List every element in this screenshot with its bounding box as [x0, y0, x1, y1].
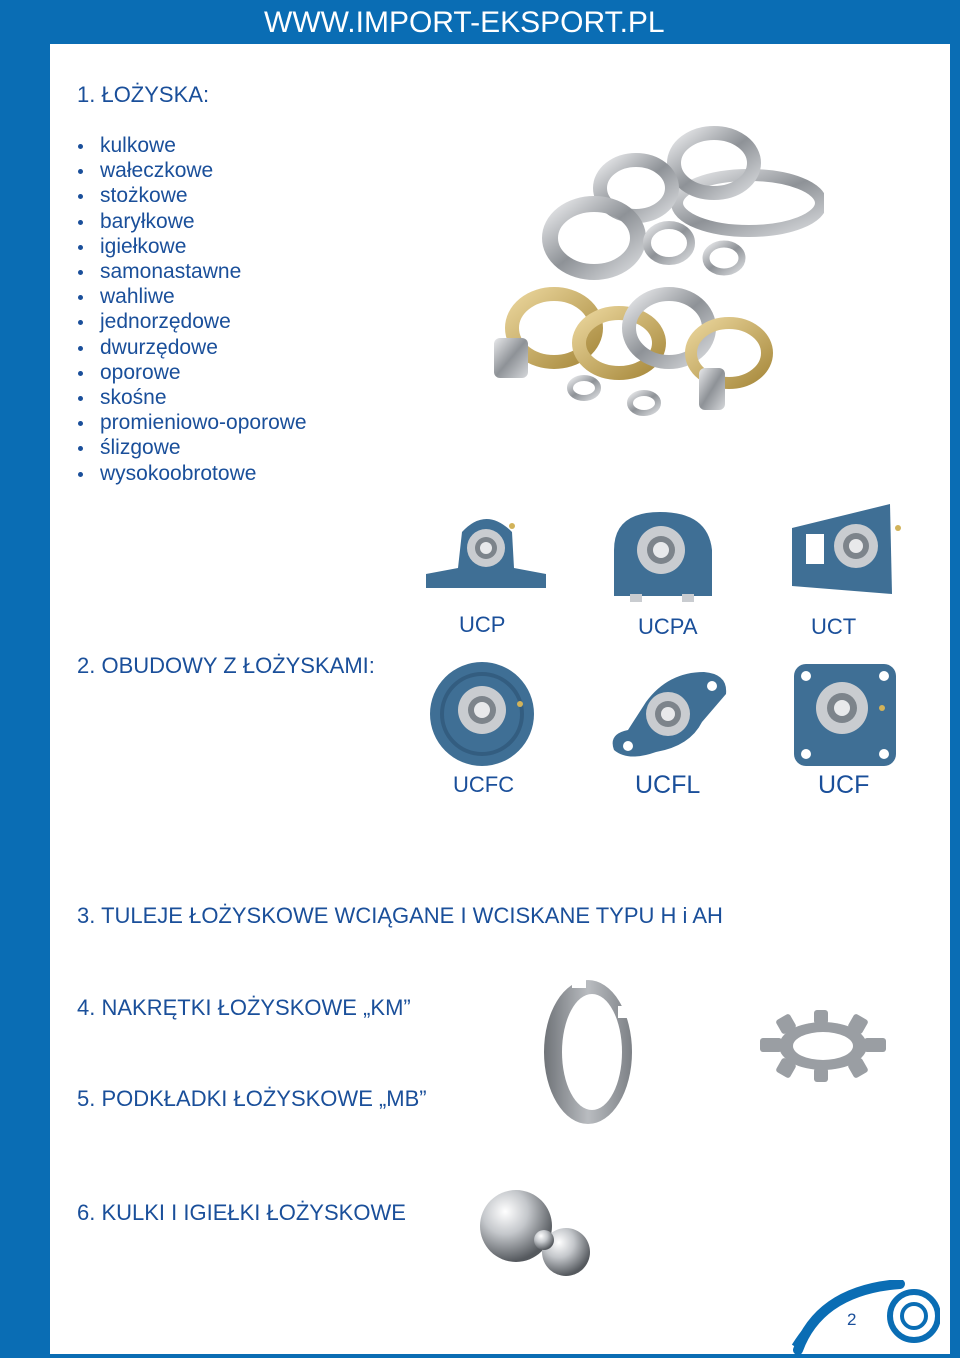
- list-item: skośne: [78, 385, 307, 410]
- ucf-housing-image: [790, 660, 900, 770]
- left-brand-band: [0, 0, 50, 1358]
- ucfl-housing-image: [608, 662, 732, 762]
- list-item: stożkowe: [78, 183, 307, 208]
- lock-nut-image: [538, 976, 638, 1128]
- list-item: ślizgowe: [78, 435, 307, 460]
- ucp-label: UCP: [459, 612, 506, 637]
- uct-housing-image: [786, 498, 906, 606]
- section-nuts-heading: 4. NAKRĘTKI ŁOŻYSKOWE „KM”: [77, 995, 411, 1020]
- section-sleeves-heading: 3. TULEJE ŁOŻYSKOWE WCIĄGANE I WCISKANE TYPU H i AH: [77, 903, 723, 928]
- company-logo-icon: [790, 1280, 940, 1356]
- list-item: kulkowe: [78, 133, 307, 158]
- bearing-types-list: [78, 133, 307, 486]
- page-number: 2: [847, 1310, 857, 1329]
- ucp-housing-image: [422, 512, 550, 598]
- steel-balls-image: [478, 1188, 592, 1280]
- ucf-label: UCF: [818, 771, 870, 799]
- ucfl-label: UCFL: [635, 771, 701, 799]
- section-washers-heading: 5. PODKŁADKI ŁOŻYSKOWE „MB”: [77, 1086, 427, 1111]
- section-bearings-heading: 1. ŁOŻYSKA:: [77, 82, 210, 107]
- section-balls-heading: 6. KULKI I IGIEŁKI ŁOŻYSKOWE: [77, 1200, 406, 1225]
- list-item: jednorzędowe: [78, 309, 307, 334]
- ucpa-label: UCPA: [638, 614, 698, 639]
- list-item: oporowe: [78, 360, 307, 385]
- ucpa-housing-image: [604, 508, 720, 604]
- list-item: wałeczkowe: [78, 158, 307, 183]
- section-housings-heading: 2. OBUDOWY Z ŁOŻYSKAMI:: [77, 653, 375, 678]
- ucfc-housing-image: [428, 660, 538, 770]
- list-item: samonastawne: [78, 259, 307, 284]
- right-brand-band: [950, 0, 960, 1358]
- ucfc-label: UCFC: [453, 772, 515, 797]
- bearings-group-image: [484, 118, 824, 423]
- site-url-link[interactable]: WWW.IMPORT-EKSPORT.PL: [264, 6, 665, 39]
- uct-label: UCT: [811, 614, 857, 639]
- list-item: wysokoobrotowe: [78, 461, 307, 486]
- lock-washer-image: [758, 1010, 888, 1082]
- list-item: igiełkowe: [78, 234, 307, 259]
- list-item: promieniowo-oporowe: [78, 410, 307, 435]
- list-item: baryłkowe: [78, 209, 307, 234]
- list-item: dwurzędowe: [78, 335, 307, 360]
- list-item: wahliwe: [78, 284, 307, 309]
